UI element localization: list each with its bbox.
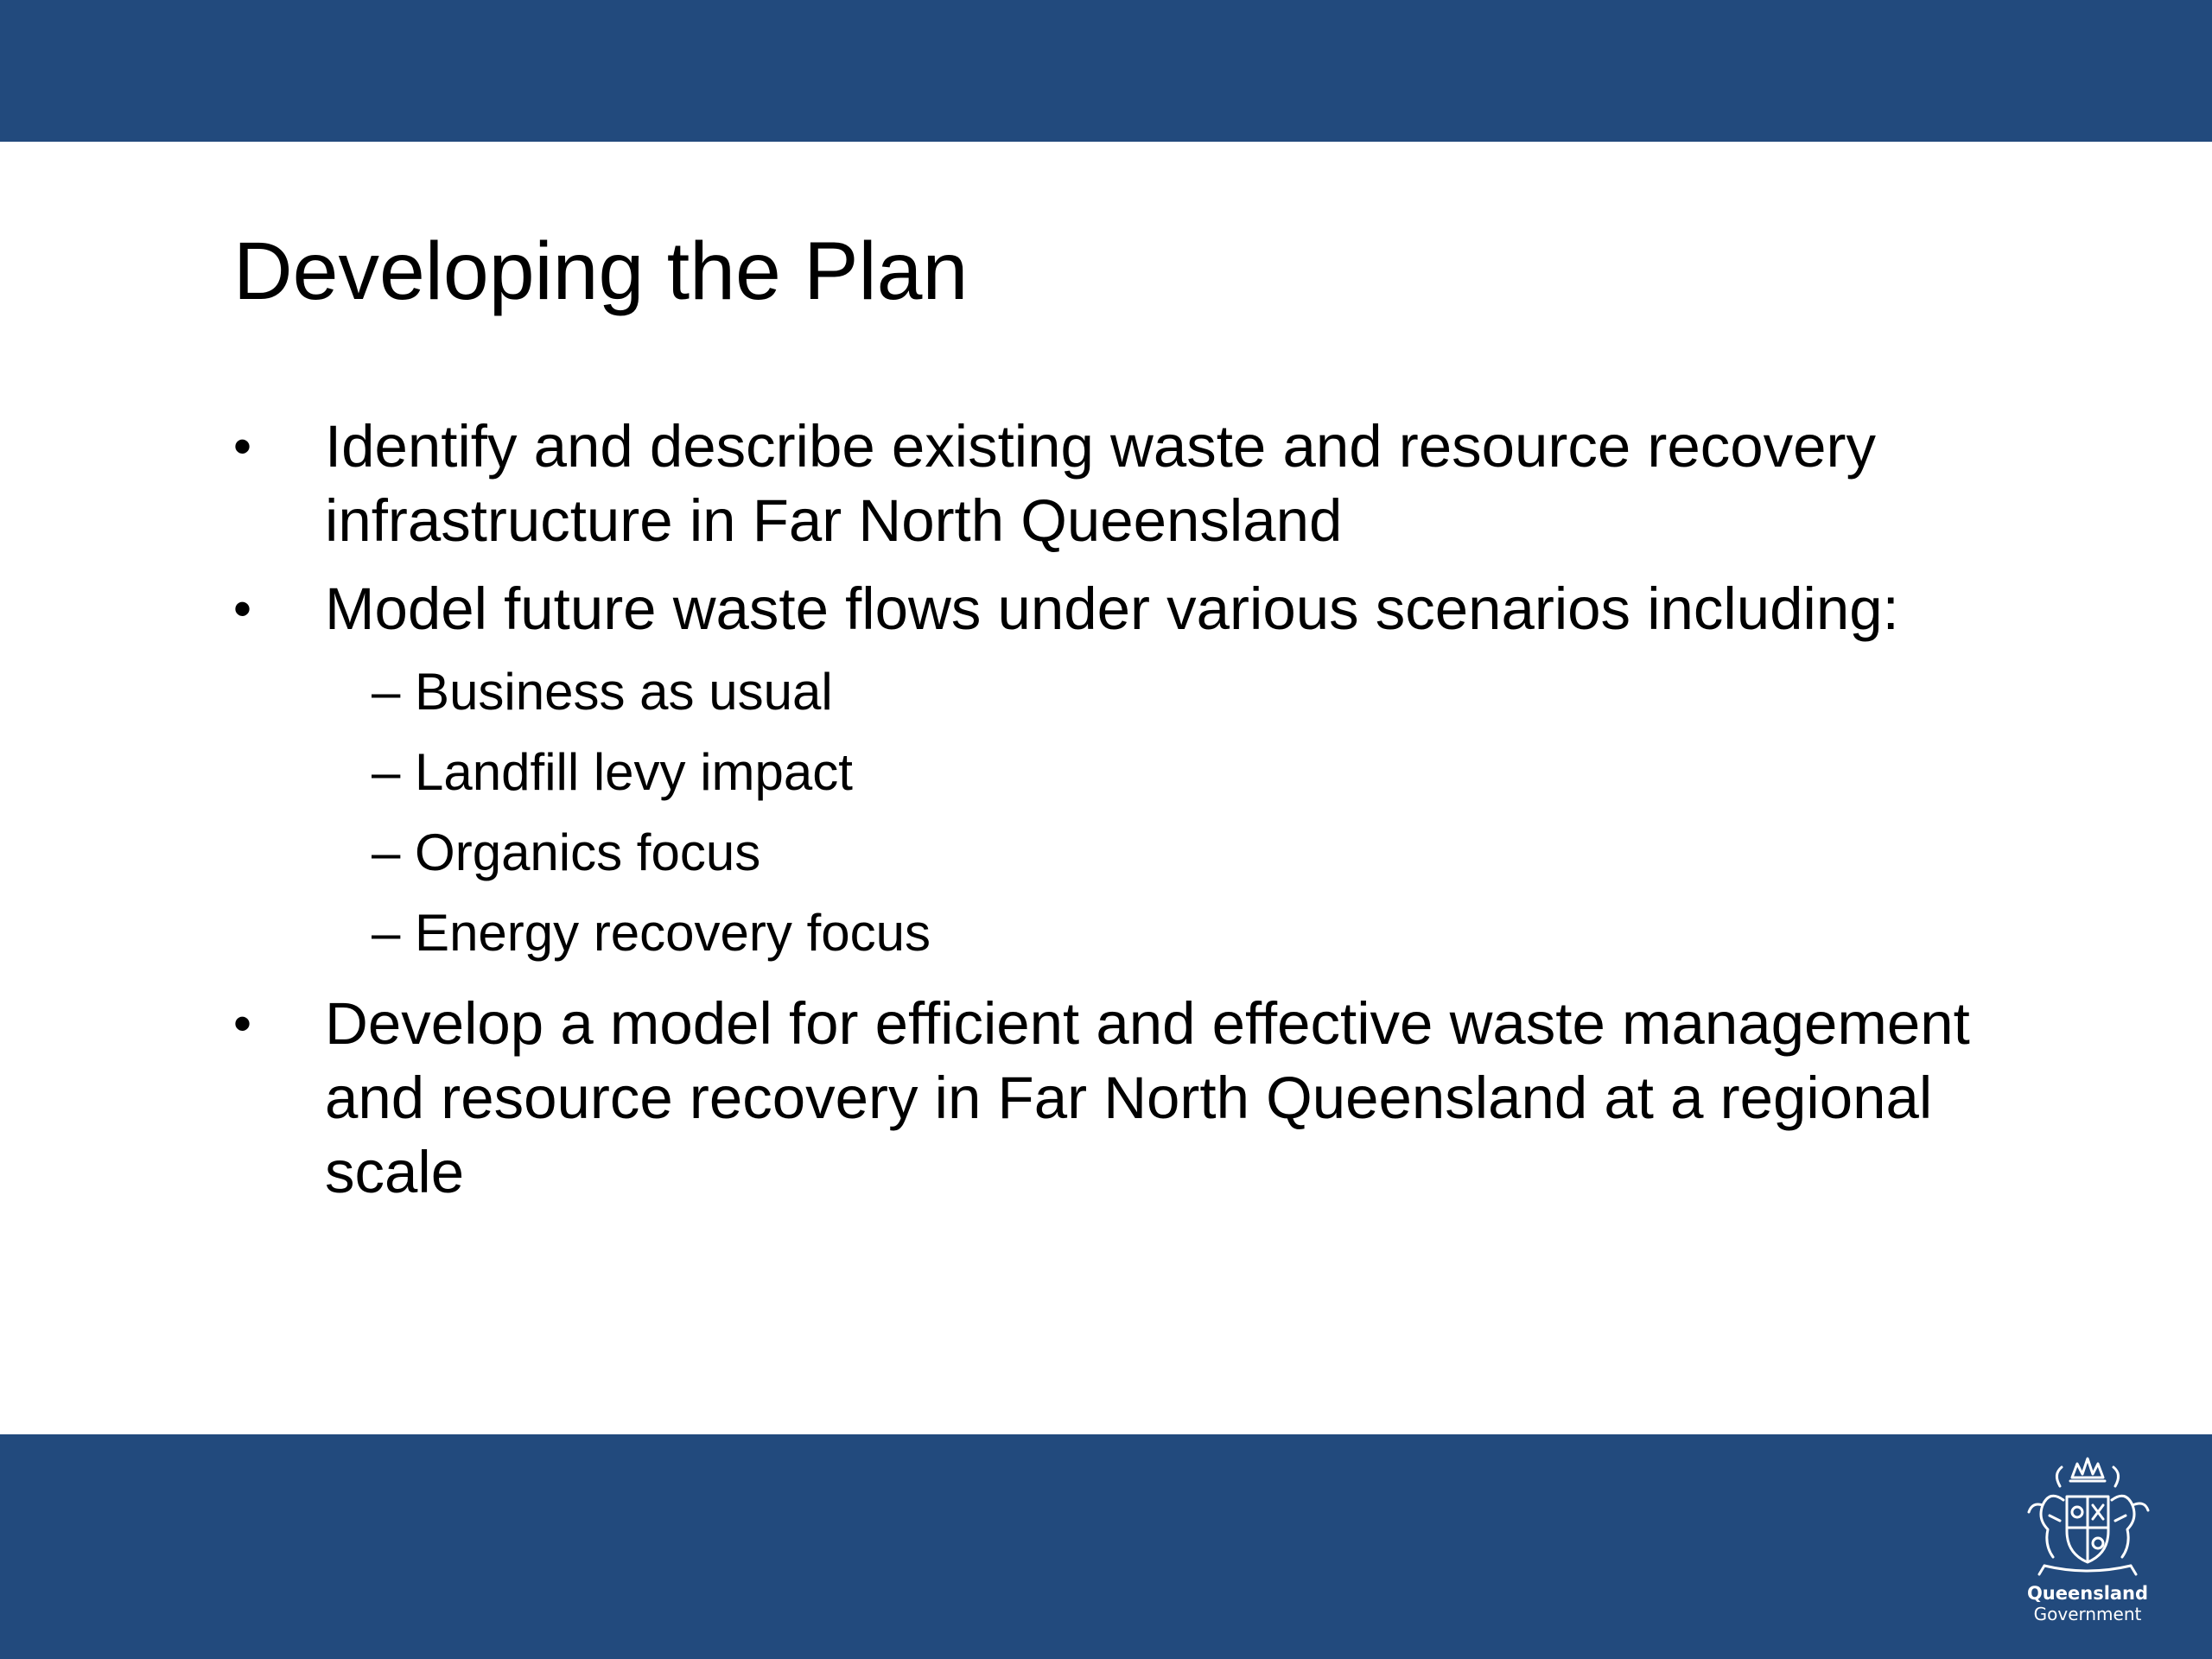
sub-bullet-dash: – <box>372 663 401 721</box>
slide-title: Developing the Plan <box>233 226 969 317</box>
sub-bullet-item <box>372 732 2005 812</box>
sub-bullet-text: Landfill levy impact <box>415 743 853 801</box>
sub-bullet-text: Organics focus <box>415 823 761 881</box>
bottom-banner <box>0 1434 2212 1659</box>
bullet-text: Identify and describe existing waste and resource recovery infrastructure in Far North Queensland <box>325 413 1876 554</box>
bullet-dot: • <box>233 995 252 1052</box>
sub-bullet-item <box>372 812 2005 893</box>
bullet-text: Develop a model for efficient and effective waste management and resource recovery in Far North Queensland at a regional scale <box>325 990 1970 1205</box>
bullet-dot: • <box>233 580 252 638</box>
queensland-coat-of-arms-icon <box>2018 1452 2157 1581</box>
sub-bullet-list <box>325 652 2005 973</box>
logo-name: Queensland <box>2026 1583 2149 1604</box>
sub-bullet-item <box>372 652 2005 732</box>
sub-bullet-dash: – <box>372 823 401 881</box>
top-banner <box>0 0 2212 142</box>
bullet-item <box>233 987 2005 1210</box>
bullet-dot: • <box>233 417 252 475</box>
logo-subtitle: Government <box>2033 1604 2142 1624</box>
sub-bullet-dash: – <box>372 904 401 962</box>
sub-bullet-dash: – <box>372 743 401 801</box>
bullet-item <box>233 410 2005 558</box>
sub-bullet-text: Business as usual <box>415 663 833 721</box>
queensland-government-logo <box>2018 1452 2157 1633</box>
sub-bullet-text: Energy recovery focus <box>415 904 931 962</box>
bullet-item <box>233 572 2005 973</box>
sub-bullet-item <box>372 893 2005 973</box>
bullet-text: Model future waste flows under various scenarios including: <box>325 575 1899 642</box>
bullet-list <box>233 410 2005 1224</box>
